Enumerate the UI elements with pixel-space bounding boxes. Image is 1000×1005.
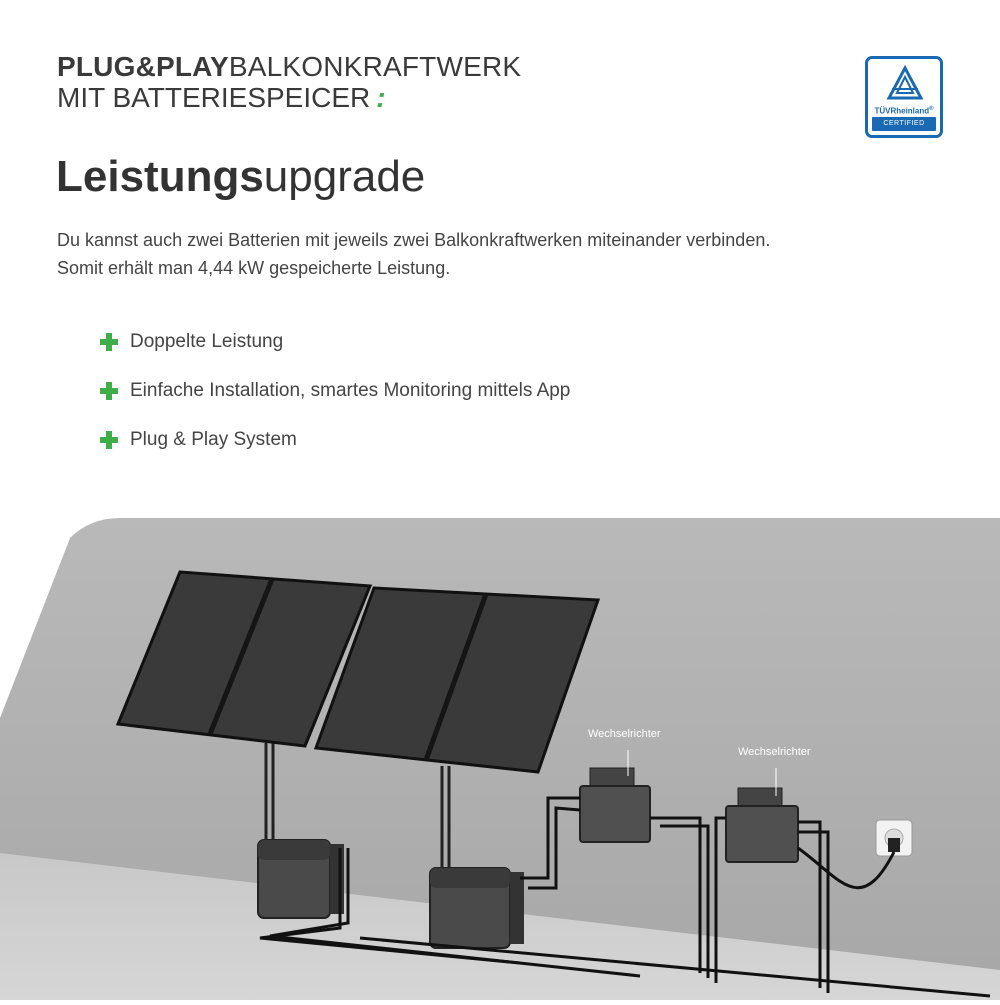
page-title: [56, 150, 425, 204]
inverter-label-2: Wechselrichter: [738, 746, 811, 758]
description-line-2: Somit erhält man 4,44 kW gespeicherte Leistung.: [57, 258, 451, 278]
tuv-certified-badge: [865, 56, 943, 138]
wall-socket: [876, 820, 912, 856]
feature-label: Plug & Play System: [130, 429, 297, 450]
tuv-brand: [868, 106, 940, 116]
tuv-brand-text: TÜVRheinland: [874, 106, 930, 116]
feature-item: [100, 424, 570, 456]
feature-item: [100, 326, 570, 358]
plus-icon: [100, 333, 118, 351]
battery-2: [430, 868, 524, 948]
tuv-triangle-icon: [886, 65, 924, 103]
header-bold: PLUG&PLAY: [57, 51, 229, 82]
inverter-label-1: Wechselrichter: [588, 728, 661, 740]
title-regular: upgrade: [263, 152, 426, 201]
accent-glyph: :: [376, 82, 386, 113]
feature-label: Einfache Installation, smartes Monitoring mittels App: [130, 380, 571, 401]
tuv-certified-label: CERTIFIED: [872, 117, 936, 131]
feature-list: [100, 326, 570, 473]
feature-label: Doppelte Leistung: [130, 331, 284, 352]
header-line2-text: MIT BATTERIESPEICER: [57, 82, 371, 113]
description-line-1: Du kannst auch zwei Batterien mit jeweils zwei Balkonkraftwerken miteinander verbinden.: [57, 230, 771, 250]
title-bold: Leistungs: [56, 152, 264, 201]
plus-icon: [100, 382, 118, 400]
product-header: [57, 52, 521, 114]
plus-icon: [100, 431, 118, 449]
installation-scene: [0, 518, 1000, 1000]
header-line-2: [57, 82, 521, 114]
header-line-1: [57, 52, 521, 82]
header-regular: BALKONKRAFTWERK: [228, 51, 522, 82]
description: [57, 226, 917, 282]
installation-illustration: [0, 518, 1000, 1000]
feature-item: [100, 375, 570, 407]
tuv-registered: ®: [929, 106, 934, 112]
battery-1: [258, 840, 344, 918]
